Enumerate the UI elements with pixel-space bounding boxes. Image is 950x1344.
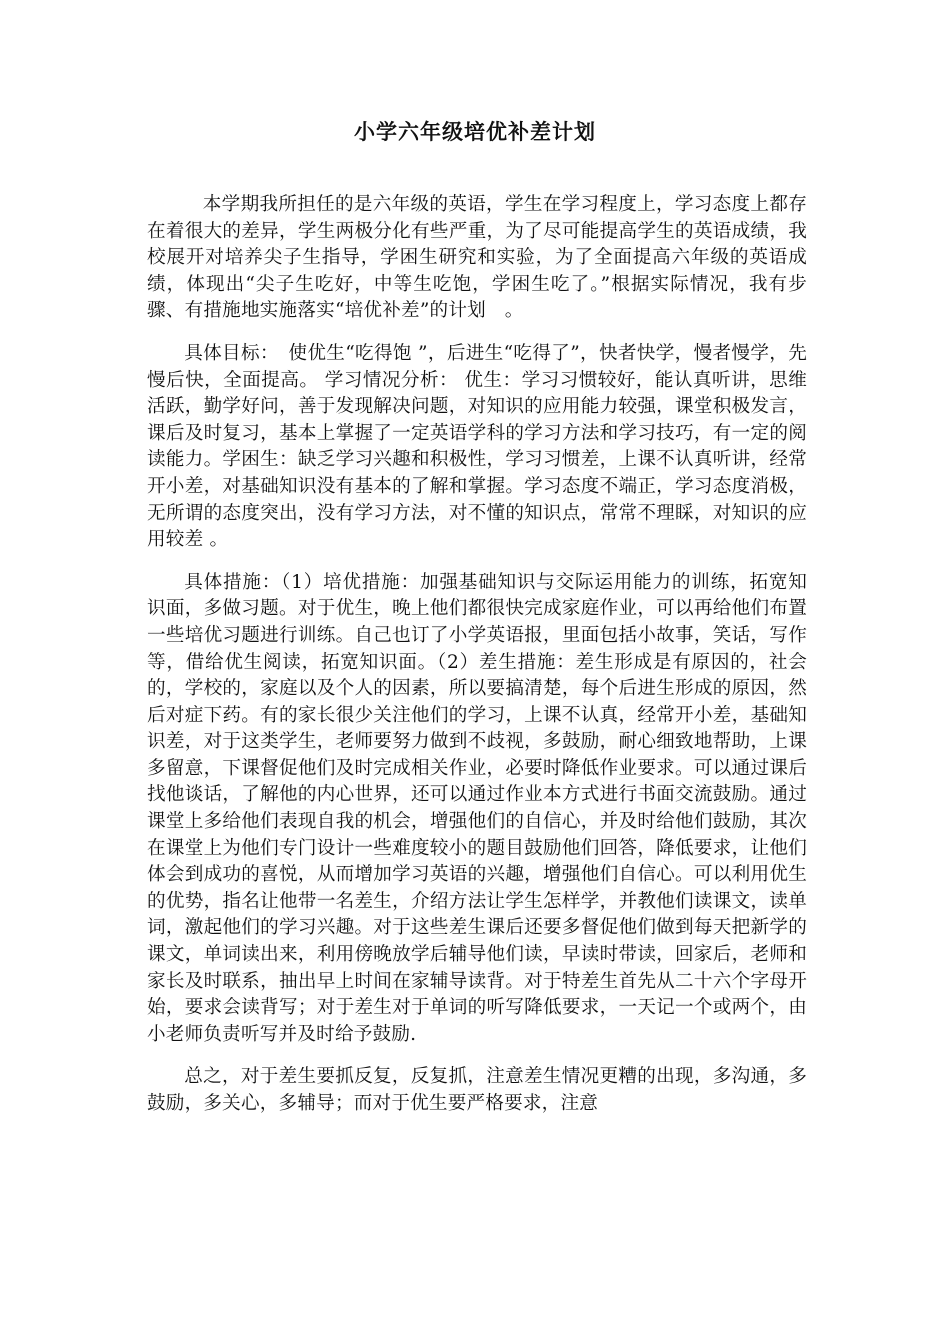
document-title: 小学六年级培优补差计划 bbox=[354, 119, 596, 144]
paragraph-intro: 本学期我所担任的是六年级的英语，学生在学习程度上，学习态度上都存在着很大的差异，学生两极分化有些严重，为了尽可能提高学生的英语成绩，我校展开对培养尖子生指导，学困生研究和实验，为了全面提高六年级的英语成绩，体现出“尖子生吃好，中等生吃饱，学困生吃了。”根据实际情况，我有步骤、有措施地实施落实“培优补差”的计划 。 bbox=[147, 194, 807, 322]
paragraph-measures: 具体措施：（1）培优措施：加强基础知识与交际运用能力的训练，拓宽知识面，多做习题。对于优生，晚上他们都很快完成家庭作业，可以再给他们布置一些培优习题进行训练。自己也订了小学英语报，里面包括小故事，笑话，写作等，借给优生阅读，拓宽知识面。（2）差生措施：差生形成是有原因的，社会的，学校的，家庭以及个人的因素，所以要搞清楚，每个后进生形成的原因，然后对症下药。有的家长很少关注他们的学习，上课不认真，经常开小差，基础知识差，对于这类学生，老师要努力做到不歧视，多鼓励，耐心细致地帮助，上课多留意，下课督促他们及时完成相关作业，必要时降低作业要求。可以通过课后找他谈话，了解他的内心世界，还可以通过作业本方式进行书面交流鼓励。通过课堂上多给他们表现自我的机会，增强他们的自信心，并及时给他们鼓励，其次在课堂上为他们专门设计一些难度较小的题目鼓励他们回答，降低要求，让他们体会到成功的喜悦，从而增加学习英语的兴趣，增强他们自信心。可以利用优生的优势，指名让他带一名差生，介绍方法让学生怎样学，并教他们读课文，读单词，激起他们的学习兴趣。对于这些差生课后还要多督促他们做到每天把新学的课文，单词读出来，利用傍晚放学后辅导他们读，早读时带读，回家后，老师和家长及时联系，抽出早上时间在家辅导读背。对于特差生首先从二十六个字母开始，要求会读背写；对于差生对于单词的听写降低要求，一天记一个或两个，由小老师负责听写并及时给予鼓励. bbox=[147, 571, 807, 1045]
document-body bbox=[147, 192, 807, 1134]
paragraph-goals: 具体目标： 使优生“吃得饱 ”，后进生“吃得了”，快者快学，慢者慢学，先慢后快，全面提高。 学习情况分析： 优生：学习习惯较好，能认真听讲，思维活跃，勤学好问，善于发现解决问题，对知识的应用能力较强，课堂积极发言，课后及时复习，基本上掌握了一定英语学科的学习方法和学习技巧，有一定的阅读能力。学困生：缺乏学习兴趣和积极性，学习习惯差，上课不认真听讲，经常开小差，对基础知识没有基本的了解和掌握。学习态度不端正，学习态度消极，无所谓的态度突出，没有学习方法，对不懂的知识点，常常不理睬，对知识的应用较差 。 bbox=[147, 342, 807, 551]
paragraph-summary: 总之，对于差生要抓反复，反复抓，注意差生情况更糟的出现，多沟通，多鼓励，多关心，多辅导；而对于优生要严格要求，注意 bbox=[147, 1066, 807, 1114]
